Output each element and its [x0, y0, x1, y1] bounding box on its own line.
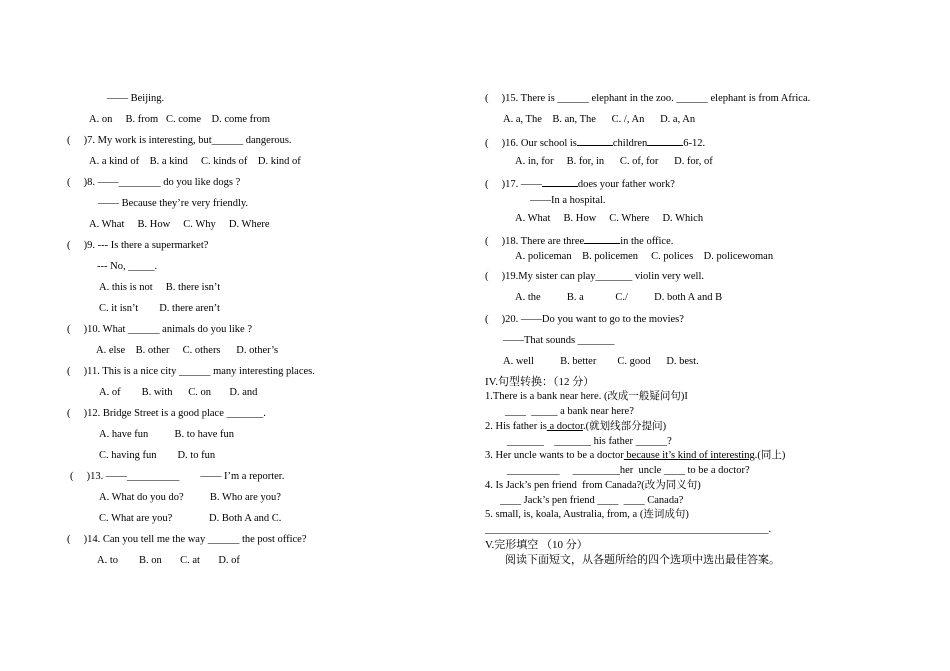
line-text: ( )7. My work is interesting, but______ dangerous.: [67, 135, 292, 146]
line-text: A. to B. on C. at D. of: [97, 555, 240, 566]
line-text: ——That sounds _______: [503, 335, 615, 346]
line-text: A. a kind of B. a kind C. kinds of D. kind of: [89, 156, 301, 167]
line-text: —— Beijing.: [107, 93, 165, 104]
line-text: A. policeman B. policemen C. polices D. policewoman: [515, 251, 774, 262]
line-text: ( )9. --- Is there a supermarket?: [67, 240, 209, 251]
question-line: [515, 214, 703, 225]
section4-title: IV.句型转换：（12 分）: [485, 376, 595, 388]
line-text: ( )11. This is a nice city ______ many interesting places.: [67, 366, 315, 377]
question-line: [99, 514, 281, 525]
question-line: [97, 556, 240, 567]
instruction-note: .(就划线部分提问): [582, 421, 667, 432]
answer-blank: [647, 136, 683, 146]
question-line: [515, 252, 773, 263]
rewrite-line: ____ _____ a bank near here?: [505, 406, 634, 417]
question-line: [485, 177, 675, 191]
rewrite-line: _______ _______ his father ______?: [507, 436, 672, 447]
line-text: ( )18. There are three: [485, 236, 585, 247]
question-line: [67, 241, 208, 252]
line-text: A. this is not B. there isn’t: [99, 282, 221, 293]
rewrite-line: [485, 451, 785, 462]
line-text: A. What B. How C. Where D. Which: [515, 213, 704, 224]
line-text: ( )17. ——: [485, 179, 542, 190]
line-text: C. having fun D. to fun: [99, 450, 216, 461]
section5-instruction: 阅读下面短文，从各题所给的四个选项中选出最佳答案。: [505, 554, 780, 566]
line-text: —— Because they’re very friendly.: [98, 198, 249, 209]
rewrite-line: ____ Jack’s pen friend ____ ____ Canada?: [500, 495, 684, 506]
rewrite-line: [485, 422, 666, 433]
line-text: A. of B. with C. on D. and: [99, 387, 258, 398]
question-line: [98, 199, 248, 210]
line-text: C. it isn’t D. there aren’t: [99, 303, 220, 314]
question-line: [89, 157, 301, 168]
line-text: ( )14. Can you tell me the way ______ the post office?: [67, 534, 307, 545]
question-line: [485, 94, 810, 105]
answer-blank: [584, 234, 620, 244]
rewrite-line: ______________________________________________________.: [485, 524, 772, 535]
question-line: [503, 336, 614, 347]
answer-blank: [577, 136, 613, 146]
line-text-tail: does your father work?: [577, 179, 675, 190]
line-text: ( )20. ——Do you want to go to the movies?: [485, 314, 684, 325]
line-text: A. What do you do? B. Who are you?: [99, 492, 281, 503]
section5-title: V.完形填空 （10 分）: [485, 539, 588, 551]
question-line: [107, 94, 164, 105]
question-line: [67, 325, 252, 336]
line-text: A. What B. How C. Why D. Where: [89, 219, 270, 230]
question-line: [89, 220, 270, 231]
question-line: [530, 196, 606, 207]
line-text: ( )13. ——__________ —— I’m a reporter.: [70, 471, 285, 482]
line-text: A. a, The B. an, The C. /, An D. a, An: [503, 114, 696, 125]
line-text: A. in, for B. for, in C. of, for D. for, of: [515, 156, 713, 167]
line-text: ( )12. Bridge Street is a good place _______.: [67, 408, 266, 419]
rewrite-line: 5. small, is, koala, Australia, from, a (连词成句): [485, 509, 689, 520]
question-line: [97, 262, 157, 273]
line-text: --- No, _____.: [97, 261, 158, 272]
line-text: C. What are you? D. Both A and C.: [99, 513, 282, 524]
question-line: [515, 293, 722, 304]
line-text: 3. Her uncle wants to be a doctor: [485, 450, 624, 461]
rewrite-line: 4. Is Jack’s pen friend from Canada?(改为同义句): [485, 480, 701, 491]
instruction-note: .(同上): [754, 450, 786, 461]
rewrite-line: __________ _________her uncle ____ to be a doctor?: [507, 465, 750, 476]
question-line: [67, 367, 315, 378]
question-line: [67, 535, 307, 546]
line-text-tail: 6-12.: [683, 138, 706, 149]
question-line: [503, 357, 699, 368]
underlined-part: a doctor: [546, 421, 583, 432]
line-text-tail: in the office.: [620, 236, 674, 247]
question-line: [67, 178, 240, 189]
question-line: [485, 136, 705, 150]
question-line: [99, 283, 220, 294]
question-line: [67, 409, 266, 420]
question-line: [99, 451, 215, 462]
line-text: ( )8. ——________ do you like dogs ?: [67, 177, 241, 188]
question-line: [485, 234, 673, 248]
line-text: 2. His father is: [485, 421, 547, 432]
question-line: [99, 493, 281, 504]
line-text: A. have fun B. to have fun: [99, 429, 235, 440]
question-line: [99, 304, 220, 315]
question-line: [67, 136, 292, 147]
question-line: [485, 272, 704, 283]
underlined-part: because it’s kind of interesting: [623, 450, 755, 461]
line-text: ( )15. There is ______ elephant in the zoo. ______ elephant is from Africa.: [485, 93, 811, 104]
line-text: ——In a hospital.: [530, 195, 606, 206]
question-line: [99, 430, 234, 441]
question-line: [503, 115, 695, 126]
rewrite-line: 1.There is a bank near here. (改成一般疑问句)I: [485, 391, 688, 402]
line-text-mid: children: [612, 138, 648, 149]
line-text: A. on B. from C. come D. come from: [89, 114, 271, 125]
answer-blank: [542, 177, 578, 187]
question-line: [99, 388, 257, 399]
question-line: [485, 315, 684, 326]
line-text: ( )19.My sister can play_______ violin very well.: [485, 271, 705, 282]
question-line: [70, 472, 284, 483]
question-line: [89, 115, 270, 126]
line-text: ( )10. What ______ animals do you like ?: [67, 324, 252, 335]
line-text: A. else B. other C. others D. other’s: [96, 345, 279, 356]
question-line: [515, 157, 713, 168]
line-text: ( )16. Our school is: [485, 138, 577, 149]
line-text: A. the B. a C./ D. both A and B: [515, 292, 723, 303]
line-text: A. well B. better C. good D. best.: [503, 356, 699, 367]
question-line: [96, 346, 278, 357]
